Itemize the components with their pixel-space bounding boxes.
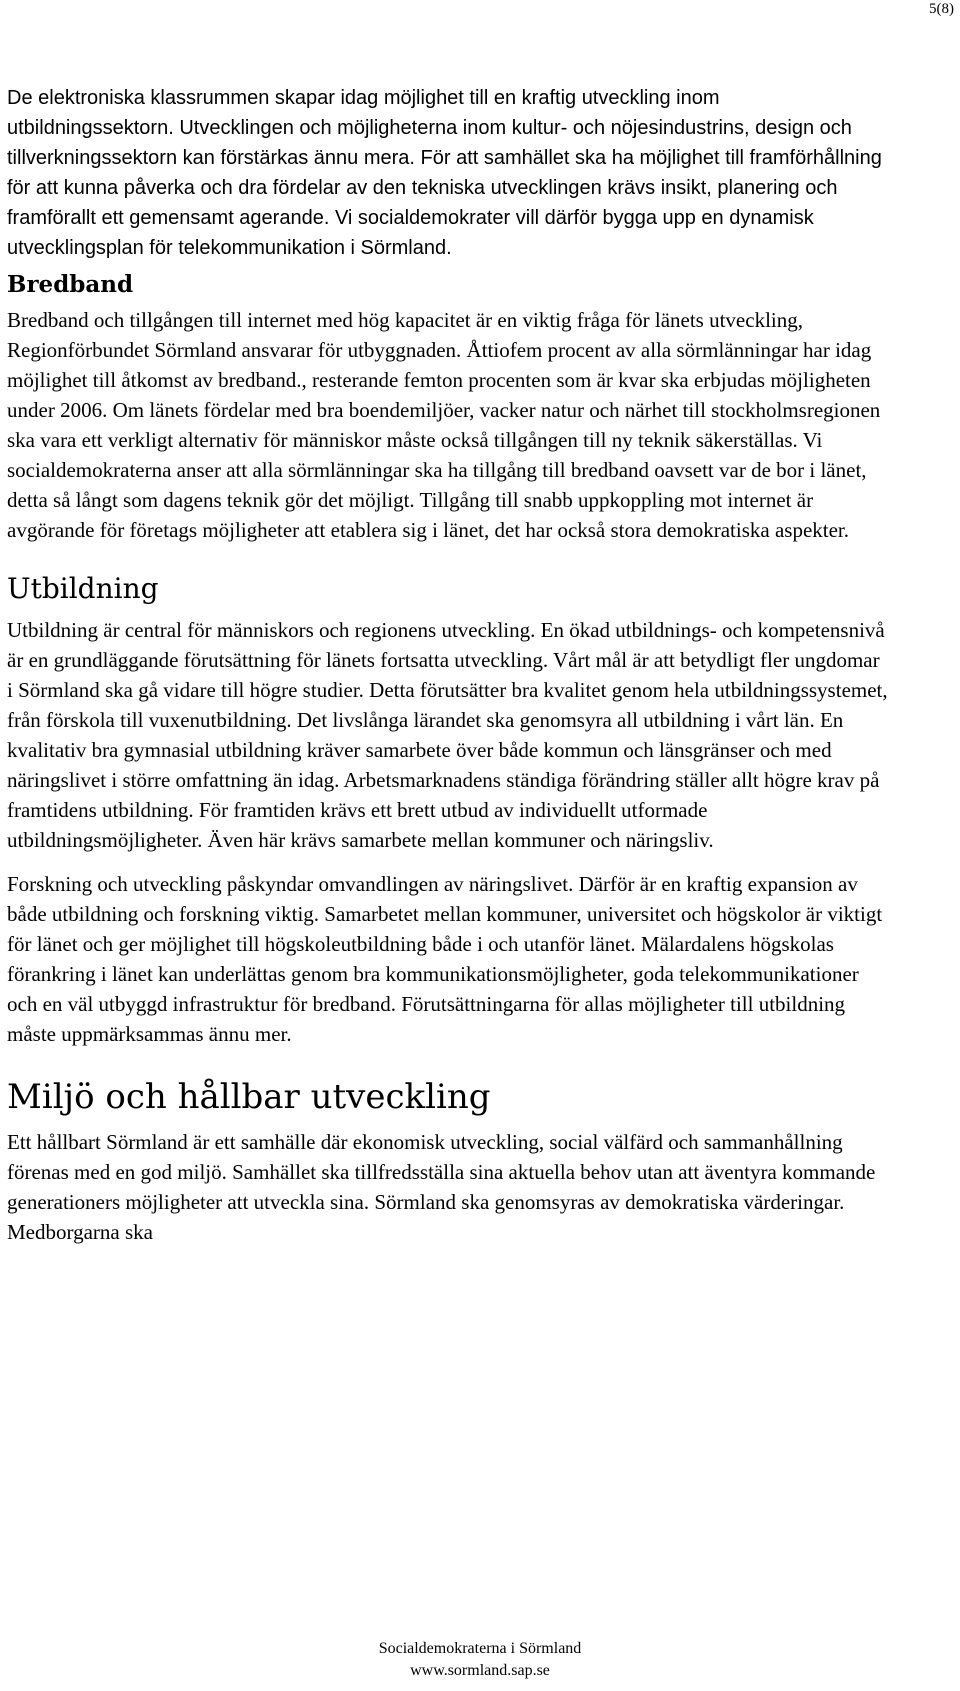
page-number: 5(8): [929, 1, 954, 17]
section-bredband: [7, 270, 889, 545]
section-heading-miljo: Miljö och hållbar utveckling: [7, 1077, 491, 1117]
intro-paragraph: De elektroniska klassrummen skapar idag möjlighet till en kraftig utveckling inom utbildningssektorn. Utvecklingen och möjligheterna inom kultur- och nöjesindustrins, design och tillverkningssektorn kan förstärkas ännu mera. För att samhället ska ha möjlighet till framförhållning för att kunna påverka och dra fördelar av den tekniska utvecklingen krävs insikt, planering och framförallt ett gemensamt agerande. Vi socialdemokrater vill därför bygga upp en dynamisk utvecklingsplan för telekommunikation i Sörmland.: [7, 87, 882, 259]
section-heading-utbildning: Utbildning: [7, 572, 159, 605]
page-footer: [0, 1638, 960, 1682]
document-body: [7, 83, 889, 1247]
bredband-paragraph: Bredband och tillgången till internet med hög kapacitet är en viktig fråga för länets utveckling, Regionförbundet Sörmland ansvarar för utbyggnaden. Åttiofem procent av alla sörmlänningar har idag möjlighet till åtkomst av bredband., resterande femton procenten som är kvar ska erbjudas möjligheten under 2006. Om länets fördelar med bra boendemiljöer, vacker natur och närhet till stockholmsregionen ska vara ett verkligt alternativ för människor måste också tillgången till ny teknik säkerställas. Vi socialdemokraterna anser att alla sörmlänningar ska ha tillgång till bredband oavsett var de bor i länet, detta så långt som dagens teknik gör det möjligt. Tillgång till snabb uppkoppling mot internet är avgörande för företags möjligheter att etablera sig i länet, det har också stora demokratiska aspekter.: [7, 308, 881, 542]
utbildning-paragraph-2: Forskning och utveckling påskyndar omvandlingen av näringslivet. Därför är en kraftig expansion av både utbildning och forskning viktig. Samarbetet mellan kommuner, universitet och högskolor är viktigt för länet och ger möjlighet till högskoleutbildning både i och utanför länet. Mälardalens högskolas förankring i länet kan underlättas genom bra kommunikationsmöjligheter, goda telekommunikationer och en väl utbyggd infrastruktur för bredband. Förutsättningarna för allas möjligheter till utbildning måste uppmärksammas ännu mer.: [7, 872, 883, 1046]
section-miljo: [7, 1075, 889, 1247]
utbildning-paragraph-1: Utbildning är central för människors och regionens utveckling. En ökad utbildnings- och kompetensnivå är en grundläggande förutsättning för länets fortsatta utveckling. Vårt mål är att betydligt fler ungdomar i Sörmland ska gå vidare till högre studier. Detta förutsätter bra kvalitet genom hela utbildningssystemet, från förskola till vuxenutbildning. Det livslånga lärandet ska genomsyra all utbildning i vårt län. En kvalitativ bra gymnasial utbildning kräver samarbete över både kommun och länsgränser och med näringslivet i större omfattning än idag. Arbetsmarknadens ständiga förändring ställer allt högre krav på framtidens utbildning. För framtiden krävs ett brett utbud av individuellt utformade utbildningsmöjligheter. Även här krävs samarbete mellan kommuner och näringsliv.: [7, 618, 888, 852]
footer-website: www.sormland.sap.se: [410, 1662, 550, 1679]
miljo-paragraph: Ett hållbart Sörmland är ett samhälle där ekonomisk utveckling, social välfärd och sammanhållning förenas med en god miljö. Samhället ska tillfredsställa sina aktuella behov utan att äventyra kommande generationers möjligheter att utveckla sina. Sörmland ska genomsyras av demokratiska värderingar. Medborgarna ska: [7, 1130, 876, 1244]
section-utbildning: [7, 571, 889, 1049]
footer-organization: Socialdemokraterna i Sörmland: [378, 1640, 582, 1657]
section-heading-bredband: Bredband: [7, 271, 134, 298]
